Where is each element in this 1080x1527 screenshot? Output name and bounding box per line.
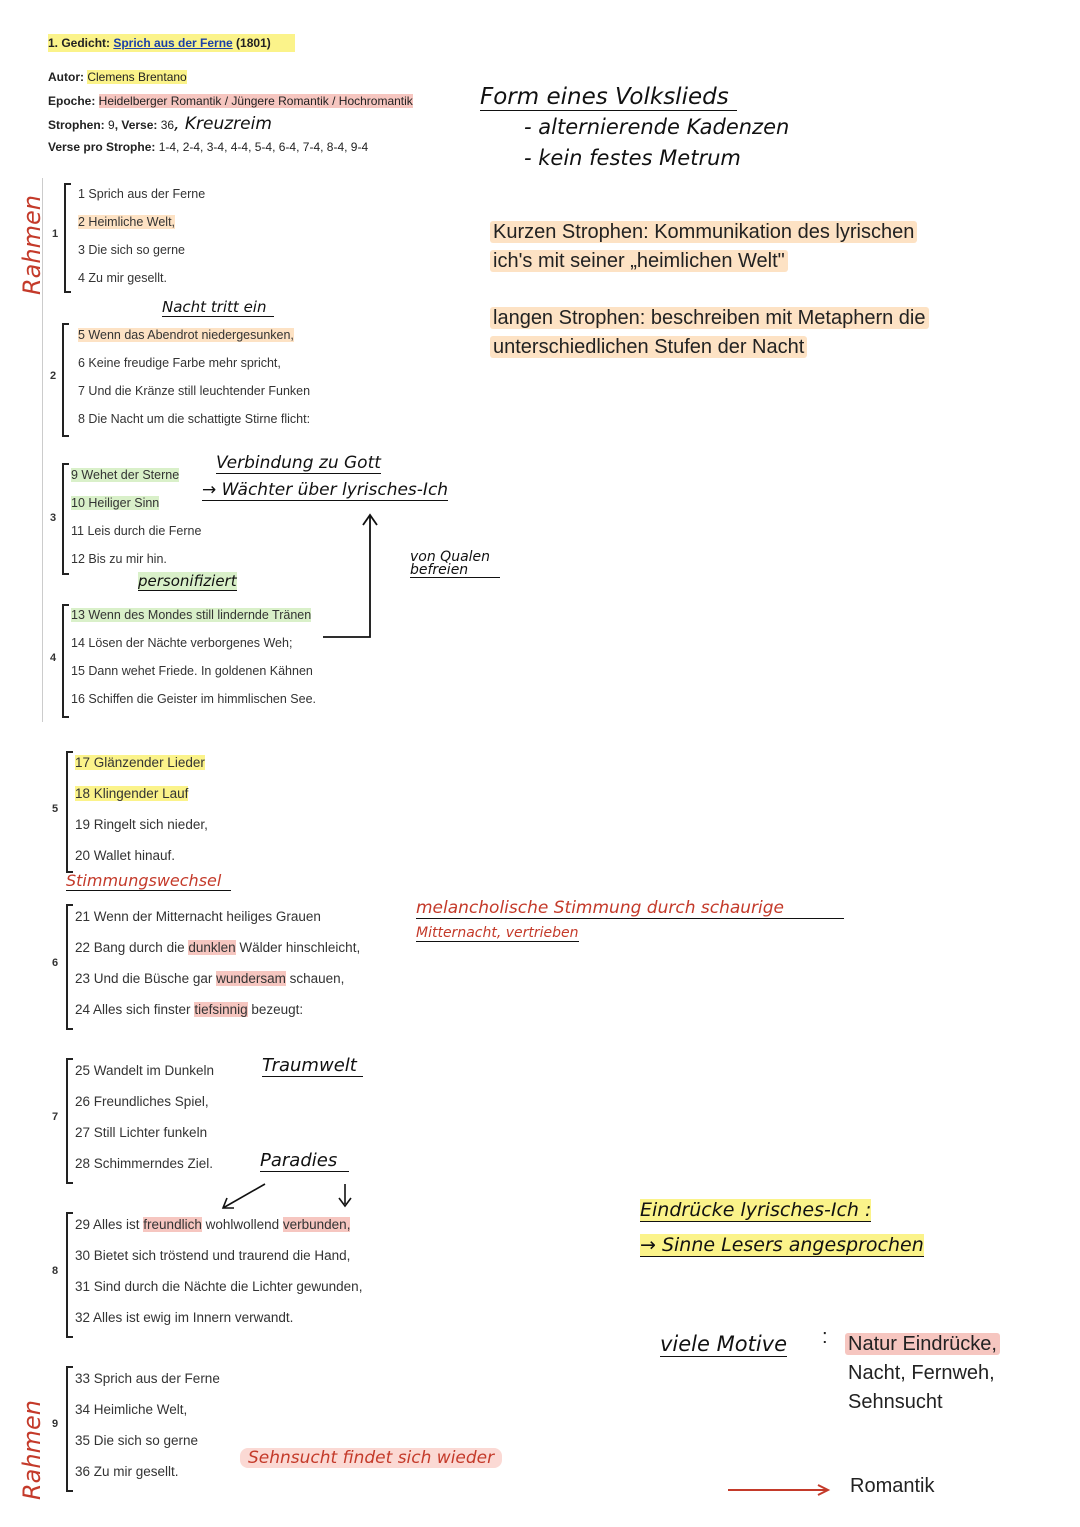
note-personifiziert: personifiziert (138, 572, 237, 590)
note-romantik: Romantik (850, 1475, 935, 1497)
verse-line: 32 Alles ist ewig im Innern verwandt. (75, 1310, 294, 1325)
title-prefix: 1. Gedicht: (48, 36, 114, 50)
strophes-label: Strophen: (48, 118, 108, 132)
motive-colon: : (822, 1326, 828, 1348)
note-form-title: Form eines Volkslieds (480, 84, 737, 111)
stanza-number: 1 (52, 228, 59, 240)
title-year: (1801) (232, 36, 271, 50)
note-sehnsucht: Sehnsucht findet sich wieder (240, 1448, 502, 1468)
epoch-line (48, 93, 413, 109)
stanza-bracket (62, 604, 69, 718)
verse-line: 11 Leis durch die Ferne (71, 524, 202, 538)
stanza-number: 2 (50, 370, 57, 382)
rhyme-note: , Kreuzreim (174, 114, 272, 134)
note-eindruecke: Eindrücke lyrisches-Ich : (640, 1199, 872, 1221)
stanza-bracket (66, 1212, 73, 1338)
verses-per-value: 1-4, 2-4, 3-4, 4-4, 5-4, 6-4, 7-4, 8-4, 9-4 (158, 140, 369, 154)
verse-line: 3 Die sich so gerne (78, 243, 186, 257)
connector-arrow (315, 505, 385, 645)
author-label: Autor: (48, 70, 88, 84)
rahmen-label-bottom: Rahmen (18, 1400, 46, 1500)
verse-line: 26 Freundliches Spiel, (75, 1094, 209, 1109)
verse-line: 5 Wenn das Abendrot niedergesunken, (78, 328, 294, 342)
note-form-1: - alternierende Kadenzen (524, 115, 790, 139)
verses-per-label: Verse pro Strophe: (48, 140, 159, 154)
verse-line: 17 Glänzender Lieder (75, 755, 205, 770)
note-mitternacht: Mitternacht, vertrieben (416, 925, 579, 941)
verse-line: 14 Lösen der Nächte verborgenes Weh; (71, 636, 293, 650)
verse-line: 27 Still Lichter funkeln (75, 1125, 208, 1140)
author-line (48, 69, 187, 85)
stanza-number: 7 (52, 1111, 59, 1123)
verse-line: 4 Zu mir gesellt. (78, 271, 167, 285)
verse-line: 7 Und die Kränze still leuchtender Funken (78, 384, 311, 398)
note-form-2: - kein festes Metrum (524, 146, 741, 170)
stanza-bracket (66, 904, 73, 1030)
note-traumwelt: Traumwelt (262, 1055, 363, 1077)
verse-line: 35 Die sich so gerne (75, 1433, 199, 1448)
verse-line: 23 Und die Büsche gar wundersam schauen, (75, 971, 345, 986)
note-lange-strophen: langen Strophen: beschreiben mit Metaphern die unterschiedlichen Stufen der Nacht (490, 304, 929, 362)
stanza-bracket (64, 183, 71, 293)
stanza-number: 3 (50, 512, 57, 524)
stanza-number: 6 (52, 957, 59, 969)
verse-line: 18 Klingender Lauf (75, 786, 189, 801)
note-qualen-befreien: von Qualen befreien (410, 551, 500, 578)
stanza-bracket (66, 751, 73, 873)
rahmen-label-top: Rahmen (18, 195, 46, 295)
note-nacht-tritt-ein: Nacht tritt ein (162, 298, 274, 317)
note-stimmungswechsel: Stimmungswechsel (66, 871, 231, 891)
stanza-bracket (66, 1366, 73, 1492)
stanza-number: 5 (52, 803, 59, 815)
note-kurze-strophen: Kurzen Strophen: Kommunikation des lyrischen ich's mit seiner „heimlichen Welt" (490, 218, 917, 276)
note-motive-list: Natur Eindrücke, Nacht, Fernweh, Sehnsucht (845, 1330, 1000, 1417)
verse-line: 30 Bietet sich tröstend und traurend die Hand, (75, 1248, 351, 1263)
note-paradies: Paradies (260, 1150, 349, 1172)
verse-line: 15 Dann wehet Friede. In goldenen Kähnen (71, 664, 313, 678)
stanza-number: 4 (50, 652, 57, 664)
verse-line: 24 Alles sich finster tiefsinnig bezeugt: (75, 1002, 304, 1017)
verse-line: 1 Sprich aus der Ferne (78, 187, 206, 201)
verse-line: 34 Heimliche Welt, (75, 1402, 188, 1417)
verse-line: 19 Ringelt sich nieder, (75, 817, 208, 832)
verse-line: 6 Keine freudige Farbe mehr spricht, (78, 356, 281, 370)
title-link[interactable]: Sprich aus der Ferne (113, 36, 233, 50)
note-waechter: → Wächter über lyrisches-Ich (202, 480, 449, 500)
romantik-arrow (726, 1482, 836, 1498)
verse-line: 13 Wenn des Mondes still lindernde Tränen (71, 608, 312, 622)
verse-line: 16 Schiffen die Geister im himmlischen See. (71, 692, 317, 706)
strophes-line (48, 116, 272, 133)
verses-per-line (48, 139, 368, 155)
verse-line: 12 Bis zu mir hin. (71, 552, 167, 566)
verse-line: 25 Wandelt im Dunkeln (75, 1063, 215, 1078)
stanza-number: 9 (52, 1418, 59, 1430)
stanza-bracket (62, 323, 69, 437)
stanza-bracket (62, 463, 69, 575)
verse-line: 36 Zu mir gesellt. (75, 1464, 179, 1479)
note-sinne: → Sinne Lesers angesprochen (640, 1234, 924, 1256)
paradies-arrows (215, 1180, 365, 1220)
verse-line: 9 Wehet der Sterne (71, 468, 180, 482)
verse-line: 21 Wenn der Mitternacht heiliges Grauen (75, 909, 321, 924)
verse-line: 20 Wallet hinauf. (75, 848, 176, 863)
author-name: Clemens Brentano (87, 70, 187, 84)
verse-line: 22 Bang durch die dunklen Wälder hinschleicht, (75, 940, 361, 955)
strophes-value: 9 (108, 118, 115, 132)
note-viele-motive: viele Motive (660, 1332, 787, 1356)
verse-line: 33 Sprich aus der Ferne (75, 1371, 220, 1386)
verse-line: 28 Schimmerndes Ziel. (75, 1156, 214, 1171)
note-melancholisch: melancholische Stimmung durch schaurige (416, 898, 844, 919)
epoch-label: Epoche: (48, 94, 99, 108)
verse-line: 31 Sind durch die Nächte die Lichter gewunden, (75, 1279, 363, 1294)
verse-line: 10 Heiliger Sinn (71, 496, 160, 510)
verses-value: 36 (160, 118, 175, 132)
epoch-value: Heidelberger Romantik / Jüngere Romantik / Hochromantik (98, 94, 413, 108)
verses-label: , Verse: (114, 118, 161, 132)
verse-line: 8 Die Nacht um die schattigte Stirne flicht: (78, 412, 311, 426)
verse-line: 2 Heimliche Welt, (78, 215, 176, 229)
stanza-number: 8 (52, 1265, 59, 1277)
note-verbindung-gott: Verbindung zu Gott (216, 453, 381, 473)
poem-title (48, 35, 295, 51)
verse-line: 29 Alles ist freundlich wohlwollend verbunden, (75, 1217, 351, 1232)
stanza-bracket (66, 1058, 73, 1184)
